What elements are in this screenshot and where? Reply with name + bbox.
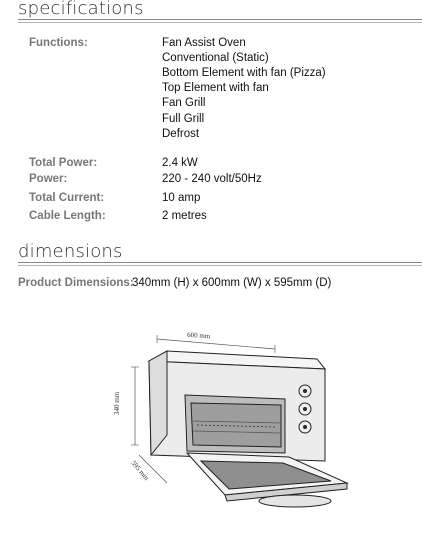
power-label: Power: (29, 173, 68, 185)
power-value: 220 - 240 volt/50Hz (162, 173, 262, 185)
width-dimension-line (157, 339, 275, 349)
function-item: Fan Grill (162, 97, 206, 109)
dimensions-divider-secondary (18, 265, 422, 266)
total-current-value: 10 amp (162, 192, 201, 204)
function-item: Fan Assist Oven (162, 37, 246, 49)
function-item: Bottom Element with fan (Pizza) (162, 67, 326, 79)
specifications-divider-secondary (18, 22, 422, 23)
product-dimensions-value: 340mm (H) x 600mm (W) x 595mm (D) (132, 277, 332, 289)
function-item: Conventional (Static) (162, 52, 269, 64)
dimensions-heading: dimensions (18, 241, 123, 262)
oven-illustration (149, 351, 347, 507)
total-power-value: 2.4 kW (162, 157, 198, 169)
function-item: Full Grill (162, 113, 205, 125)
function-item: Top Element with fan (162, 82, 269, 94)
oven-dimension-diagram (105, 325, 365, 530)
function-item: Defrost (162, 128, 200, 140)
specifications-heading: specifications (18, 0, 144, 19)
cable-length-label: Cable Length: (29, 210, 106, 222)
cable-length-value: 2 metres (162, 210, 207, 222)
functions-label: Functions: (29, 37, 88, 49)
height-label: 340 mm (113, 391, 121, 415)
dimensions-divider (18, 262, 422, 263)
specifications-divider (18, 19, 422, 20)
total-power-label: Total Power: (29, 157, 98, 169)
product-dimensions-label: Product Dimensions: (18, 277, 134, 289)
depth-label: 595 mm (129, 459, 151, 483)
width-label: 600 mm (186, 330, 211, 341)
total-current-label: Total Current: (29, 192, 105, 204)
